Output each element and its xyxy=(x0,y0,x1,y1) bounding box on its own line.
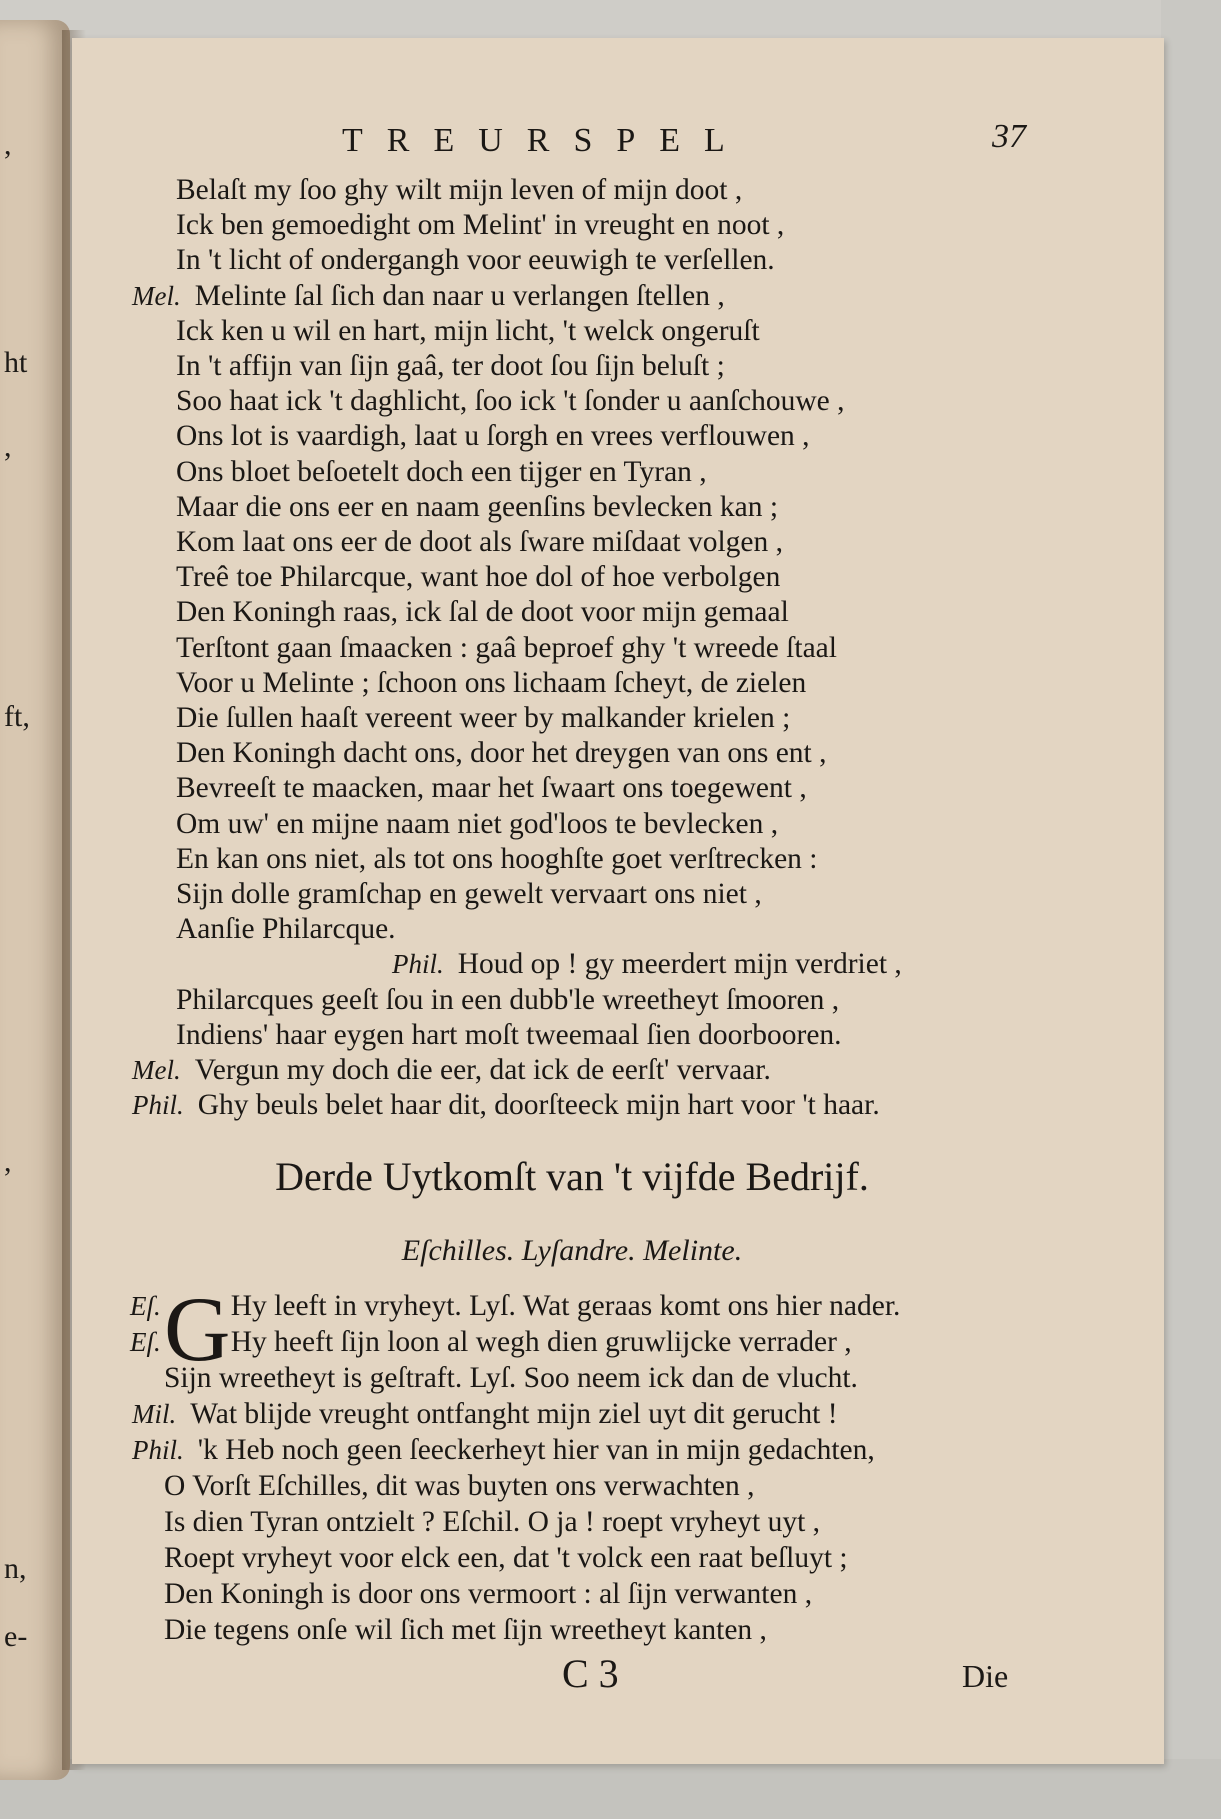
speaker-label: Mel. xyxy=(132,280,181,311)
verse-text: Maar die ons eer en naam geenſins bevlecken kan ; xyxy=(176,490,779,523)
drop-cap: G xyxy=(164,1278,231,1380)
verse-text: Soo haat ick 't daghlicht, ſoo ick 't ſonder u aanſchouwe , xyxy=(176,385,845,418)
scene-line xyxy=(164,1506,820,1539)
verse-text: In 't affijn van ſijn gaâ, ter doot ſou ſijn beluſt ; xyxy=(176,350,725,382)
speaker-label: Eſ. xyxy=(130,1327,161,1357)
page-number: 37 xyxy=(992,118,1026,155)
verse-line xyxy=(176,1019,842,1052)
scene-line xyxy=(132,1398,838,1431)
verse-line xyxy=(176,456,707,489)
verse-line xyxy=(176,561,780,594)
verse-line xyxy=(176,209,784,242)
verse-line xyxy=(176,772,807,805)
scene-text: Is dien Tyran ontzielt ? Eſchil. O ja ! roept vryheyt uyt , xyxy=(164,1506,821,1538)
verse-line xyxy=(176,984,839,1017)
left-page-fragment: ft, xyxy=(4,700,30,733)
verse-text: Belaſt my ſoo ghy wilt mijn leven of mijn doot , xyxy=(176,174,743,206)
verse-text: Ons lot is vaardigh, laat u ſorgh en vrees verflouwen , xyxy=(176,420,810,453)
verse-text: Sijn dolle gramſchap en gewelt vervaart ons niet , xyxy=(176,878,762,910)
scene-text: Die tegens onſe wil ſich met ſijn wreetheyt kanten , xyxy=(164,1614,767,1646)
scene-line xyxy=(130,1326,852,1359)
verse-line xyxy=(132,1089,880,1122)
verse-text: Ick ken u wil en hart, mijn licht, 't welck ongeruſt xyxy=(176,314,760,347)
left-page-fragment: e- xyxy=(4,1620,28,1653)
signature-mark: C 3 xyxy=(562,1651,619,1696)
catchword: Die xyxy=(962,1658,1009,1694)
desk-background-bottom xyxy=(0,1759,1221,1819)
scene-text: O Vorſt Eſchilles, dit was buyten ons verwachten , xyxy=(164,1470,755,1502)
verse-text: In 't licht of ondergangh voor eeuwigh te verſellen. xyxy=(176,244,775,277)
verse-line xyxy=(176,420,810,453)
scene-text: Hy leeft in vryheyt. Lyſ. Wat geraas komt ons hier nader. xyxy=(230,1290,901,1322)
scene-text: Roept vryheyt voor elck een, dat 't volck een raat beſluyt ; xyxy=(164,1542,848,1574)
scene-text: Sijn wreetheyt is geſtraft. Lyſ. Soo neem ick dan de vlucht. xyxy=(164,1362,858,1394)
verse-line xyxy=(132,280,725,313)
verse-line xyxy=(132,1054,771,1087)
verse-line xyxy=(176,596,789,629)
scene-line xyxy=(164,1542,848,1575)
verse-text: Vergun my doch die eer, dat ick de eerſt' vervaar. xyxy=(194,1054,771,1086)
verse-line xyxy=(176,808,778,841)
scene-line xyxy=(164,1578,812,1611)
speaker-label: Phil. xyxy=(132,1090,184,1121)
verse-text: En kan ons niet, als tot ons hooghſte goet verſtrecken : xyxy=(176,842,818,875)
speaker-label: Mel. xyxy=(132,1055,181,1085)
verse-line xyxy=(176,350,725,383)
left-page-fragment: n, xyxy=(4,1552,27,1585)
scene-line xyxy=(164,1362,858,1395)
scene-heading: Derde Uytkomſt van 't vijfde Bedrijf. xyxy=(275,1154,869,1199)
running-head-title: TREURSPEL xyxy=(342,122,749,159)
verse-text: Ick ben gemoedight om Melint' in vreught en noot , xyxy=(176,209,785,242)
scene-text: Wat blijde vreught ontfanght mijn ziel uyt dit gerucht ! xyxy=(190,1398,838,1430)
speaker-label: Phil. xyxy=(132,1435,184,1465)
desk-background-right xyxy=(1161,0,1221,1819)
verse-line xyxy=(176,878,762,911)
scene-text: Den Koningh is door ons vermoort : al ſijn verwanten , xyxy=(164,1578,813,1610)
verse-text: Houd op ! gy meerdert mijn verdriet , xyxy=(457,948,902,981)
dramatis-personae: Eſchilles. Lyſandre. Melinte. xyxy=(401,1234,743,1267)
left-page-fragment: , xyxy=(4,430,12,463)
left-page-fragment: , xyxy=(4,128,12,161)
book-page xyxy=(72,38,1164,1764)
verse-line xyxy=(176,702,790,735)
scene-line xyxy=(164,1614,767,1647)
verse-text: Treê toe Philarcque, want hoe dol of hoe verbolgen xyxy=(176,561,781,594)
verse-text: Terſtont gaan ſmaacken : gaâ beproef ghy 't wreede ſtaal xyxy=(176,631,837,664)
verse-text: Om uw' en mijne naam niet god'loos te bevlecken , xyxy=(176,807,779,840)
running-head xyxy=(72,118,1164,178)
left-page-fragment: ht xyxy=(4,346,28,379)
verse-text: Indiens' haar eygen hart moſt tweemaal ſien doorbooren. xyxy=(176,1018,842,1051)
verse-line xyxy=(176,315,760,348)
verse-text: Philarcques geeſt ſou in een dubb'le wreetheyt ſmooren , xyxy=(176,983,840,1016)
verse-line xyxy=(176,526,783,559)
verse-text: Kom laat ons eer de doot als ſware miſdaat volgen , xyxy=(176,526,784,558)
scene-line xyxy=(164,1470,754,1503)
verse-text: Die ſullen haaſt vereent weer by malkander krielen ; xyxy=(176,702,791,734)
verse-text: Den Koningh raas, ick ſal de doot voor mijn gemaal xyxy=(176,596,789,629)
scene-line xyxy=(132,1434,875,1467)
verse-line xyxy=(176,632,837,665)
verse-text: Ons bloet beſoetelt doch een tijger en Tyran , xyxy=(176,455,707,488)
verse-text: Voor u Melinte ; ſchoon ons lichaam ſcheyt, de zielen xyxy=(176,666,807,699)
verse-text: Ghy beuls belet haar dit, doorſteeck mijn hart voor 't haar. xyxy=(197,1089,880,1122)
verse-line xyxy=(176,913,396,946)
scene-line xyxy=(130,1290,900,1323)
verse-line xyxy=(176,737,827,770)
verse-text: Aanſie Philarcque. xyxy=(176,913,396,946)
verse-text: Den Koningh dacht ons, door het dreygen van ons ent , xyxy=(176,737,827,770)
verse-line xyxy=(176,385,844,418)
verse-line xyxy=(176,174,742,207)
left-page-fragment: , xyxy=(4,1145,12,1178)
scene-text: 'k Heb noch geen ſeeckerheyt hier van in mijn gedachten, xyxy=(197,1434,875,1466)
verse-line xyxy=(176,491,778,524)
scene-text: Hy heeft ſijn loon al wegh dien gruwlijcke verrader , xyxy=(230,1326,852,1358)
verse-line xyxy=(176,667,806,700)
verse-line xyxy=(392,948,902,981)
verse-text: Bevreeſt te maacken, maar het ſwaart ons toegewent , xyxy=(176,772,807,805)
speaker-label: Eſ. xyxy=(130,1291,161,1321)
verse-line xyxy=(176,843,817,876)
verse-line xyxy=(176,244,775,277)
speaker-label: Mil. xyxy=(132,1399,177,1429)
left-page-edge xyxy=(0,20,70,1780)
verse-text: Melinte ſal ſich dan naar u verlangen ſtellen , xyxy=(194,279,725,312)
speaker-label: Phil. xyxy=(392,949,444,980)
